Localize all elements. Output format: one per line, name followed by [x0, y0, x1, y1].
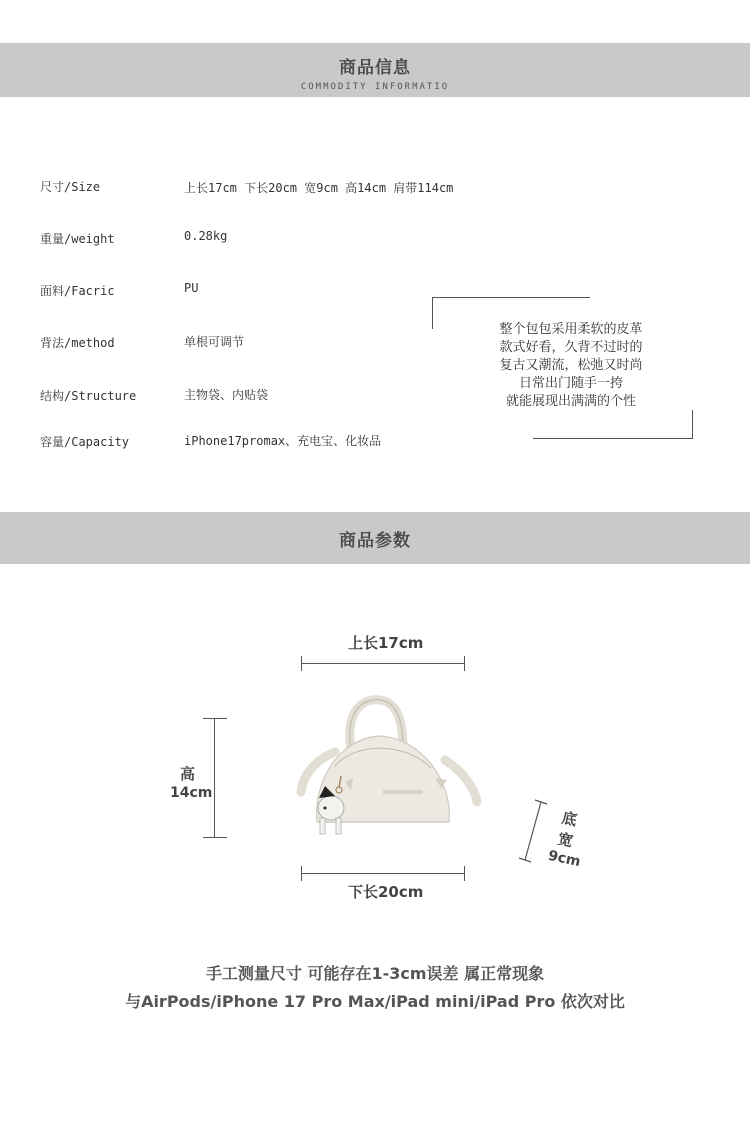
dimension-height-label: 高: [180, 765, 196, 783]
dimension-depth-value: 9cm: [546, 847, 582, 871]
info-value-structure: 主物袋、内贴袋: [184, 388, 269, 402]
quote-line: 整个包包采用柔软的皮革: [499, 322, 643, 337]
info-label-size: 尺寸/Size: [40, 180, 101, 194]
dimension-line-bottom: [301, 873, 465, 874]
dimension-tick: [301, 866, 302, 881]
info-label-fabric: 面料/Facric: [40, 284, 115, 298]
dimension-tick: [301, 656, 302, 671]
dimension-bottom-length: 下长20cm: [348, 883, 424, 901]
dimension-depth-label-1: 底: [560, 808, 579, 830]
info-label-structure: 结构/Structure: [40, 389, 137, 403]
info-value-method: 单根可调节: [184, 335, 245, 349]
dimension-top-length: 上长17cm: [348, 634, 424, 652]
section-header-params: [0, 512, 750, 564]
measurement-note: 手工测量尺寸 可能存在1-3cm误差 属正常现象: [205, 964, 545, 983]
dimension-depth-label-2: 宽: [556, 829, 575, 851]
section-title: 商品参数: [339, 531, 411, 551]
info-value-weight: 0.28kg: [184, 229, 228, 243]
info-label-method: 背法/method: [40, 336, 115, 350]
dimension-tick: [203, 718, 227, 719]
section-subtitle: COMMODITY INFORMATIO: [300, 82, 450, 92]
dimension-line-height: [214, 718, 215, 838]
info-value-fabric: PU: [184, 281, 199, 295]
info-value-size: 上长17cm 下长20cm 宽9cm 高14cm 肩带114cm: [184, 181, 454, 195]
section-title: 商品信息: [339, 58, 411, 78]
info-label-weight: 重量/weight: [40, 232, 115, 246]
quote-text: [475, 321, 667, 411]
comparison-note: 与AirPods/iPhone 17 Pro Max/iPad mini/iPad Pro 依次对比: [125, 992, 625, 1011]
quote-line: 日常出门随手一挎: [518, 376, 623, 391]
quote-bracket-top: [432, 297, 590, 298]
dimension-tick: [464, 866, 465, 881]
handbag-image: [295, 680, 485, 850]
quote-line: 复古又潮流，松弛又时尚: [499, 358, 643, 373]
quote-line: 款式好看，久背不过时的: [499, 340, 643, 355]
dimension-tick: [464, 656, 465, 671]
info-label-capacity: 容量/Capacity: [40, 435, 130, 449]
quote-bracket-bottom: [533, 438, 693, 439]
dimension-line-top: [301, 663, 465, 664]
quote-bracket-right: [692, 410, 693, 439]
dimension-height-value: 14cm: [170, 785, 213, 801]
section-header-commodity-info: [0, 43, 750, 97]
quote-line: 就能展现出满满的个性: [505, 394, 636, 409]
dimension-tick: [203, 837, 227, 838]
quote-bracket-left: [432, 297, 433, 329]
info-value-capacity: iPhone17promax、充电宝、化妆品: [184, 434, 382, 448]
